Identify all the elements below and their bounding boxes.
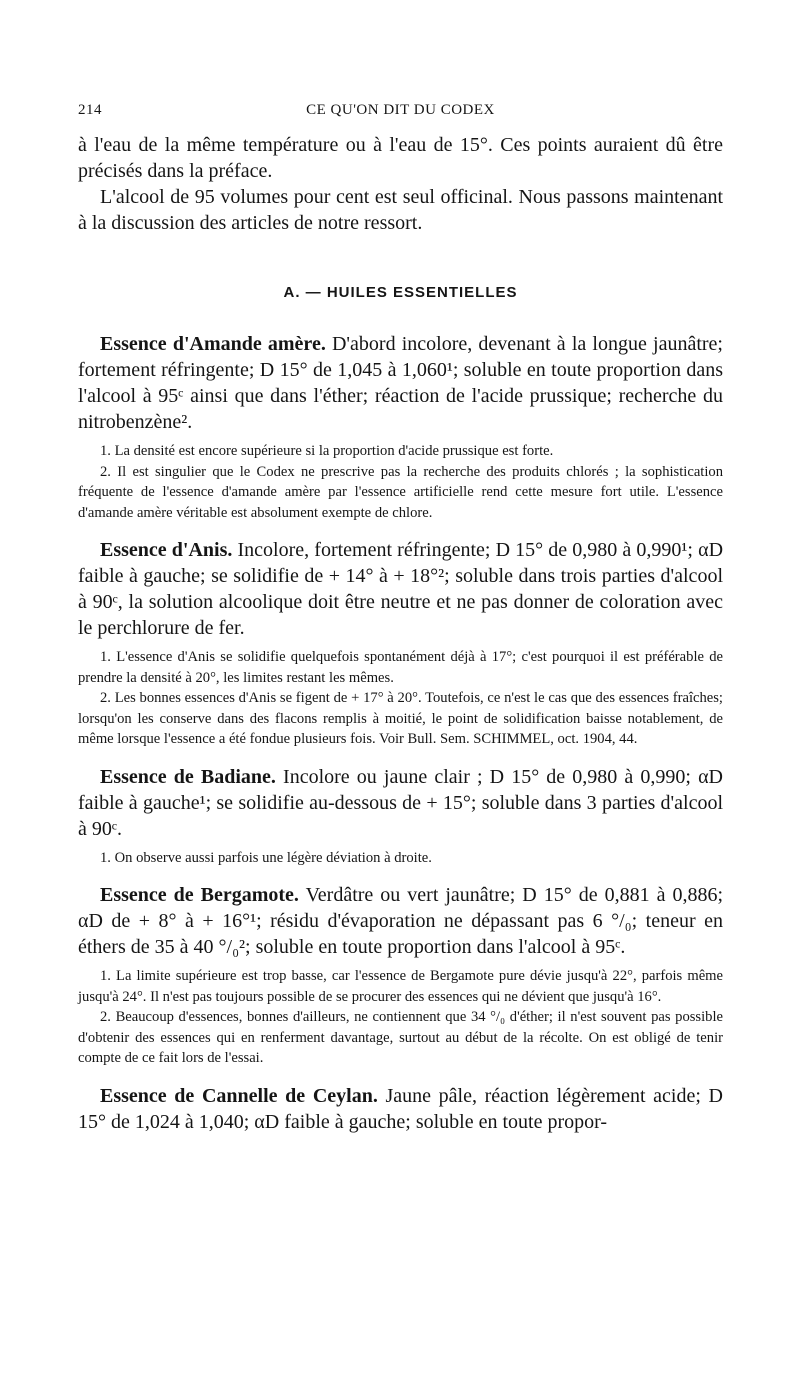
entry-cannelle-ceylan	[78, 1083, 723, 1135]
footnote: 1. On observe aussi parfois une légère déviation à droite.	[100, 849, 432, 866]
entry-text	[78, 331, 723, 435]
entry-description: Jaune pâle, réaction légèrement acide; D 15° de 1,024 à 1,040; αD faible à gauche; soluble en toute propor-	[78, 1084, 724, 1133]
footnotes	[78, 966, 723, 1069]
entry-name: Essence d'Amande amère.	[100, 333, 326, 355]
intro-paragraph-2: L'alcool de 95 volumes pour cent est seul officinal. Nous passons maintenant à la discussion des articles de notre ressort.	[78, 186, 723, 234]
intro-text	[78, 132, 723, 236]
running-title: CE QU'ON DIT DU CODEX	[306, 102, 495, 118]
page-body	[78, 132, 723, 1135]
entry-bergamote	[78, 882, 723, 1069]
footnote: 2. Beaucoup d'essences, bonnes d'ailleurs, ne contiennent que 34 °/₀ d'éther; il n'est souvent pas possible d'obtenir des essences qui en renferment davantage, surtout au début de la récolte. On est obligé de tenir compte de ce fait lors de l'essai.	[78, 1009, 723, 1066]
entry-name: Essence de Badiane.	[100, 765, 276, 788]
page-number: 214	[78, 102, 102, 118]
entry-text	[78, 764, 723, 842]
entry-text	[78, 882, 723, 960]
entry-name: Essence de Bergamote.	[100, 884, 299, 906]
entry-text	[78, 537, 723, 641]
footnote: 1. La limite supérieure est trop basse, car l'essence de Bergamote pure dévie jusqu'à 22°, parfois même jusqu'à 24°. Il n'est pas toujours possible de se procurer des essences qui ne dévient que jusqu'à 16°.	[78, 968, 723, 1005]
footnotes	[78, 848, 723, 869]
entry-name: Essence d'Anis.	[100, 539, 233, 561]
footnotes	[78, 647, 723, 750]
entry-text	[78, 1083, 723, 1135]
entry-description: Incolore ou jaune clair ; D 15° de 0,980 à 0,990; αD faible à gauche¹; se solidifie au-dessous de + 15°; soluble dans 3 parties d'alcool à 90ᶜ.	[78, 765, 724, 840]
footnote: 2. Les bonnes essences d'Anis se figent de + 17° à 20°. Toutefois, ce n'est le cas que des essences fraîches; lorsqu'on les conserve dans des flacons remplis à moitié, le point de solidification baisse notablement, de même lorsque l'essence a été fondue plusieurs fois. Voir Bull. Sem. SCHIMMEL, oct. 1904, 44.	[78, 690, 723, 747]
entry-amande-amere	[78, 331, 723, 523]
entry-name: Essence de Cannelle de Ceylan.	[100, 1084, 378, 1107]
intro-paragraph-1: à l'eau de la même température ou à l'eau de 15°. Ces points auraient dû être précisés dans la préface.	[78, 134, 723, 182]
entry-description: D'abord incolore, devenant à la longue jaunâtre; fortement réfringente; D 15° de 1,045 à 1,060¹; soluble en toute proportion dans l'alcool à 95ᶜ ainsi que dans l'éther; réaction de l'acide prussique; recherche du nitrobenzène².	[78, 333, 723, 433]
section-title: A. — HUILES ESSENTIELLES	[283, 284, 518, 301]
footnote: 1. L'essence d'Anis se solidifie quelquefois spontanément déjà à 17°; c'est pourquoi il est préférable de prendre la densité à 20°, les limites restant les mêmes.	[78, 649, 723, 686]
entry-anis	[78, 537, 723, 750]
entry-description: Verdâtre ou vert jaunâtre; D 15° de 0,881 à 0,886; αD de + 8° à + 16°¹; résidu d'évaporation ne dépassant pas 6 °/₀; teneur en éthers de 35 à 40 °/₀²; soluble en toute proportion dans l'alcool à 95ᶜ.	[78, 884, 723, 958]
footnotes	[78, 441, 723, 523]
entry-badiane	[78, 764, 723, 869]
footnote: 1. La densité est encore supérieure si la proportion d'acide prussique est forte.	[100, 443, 554, 459]
footnote: 2. Il est singulier que le Codex ne prescrive pas la recherche des produits chlorés ; la sophistication fréquente de l'essence d'amande amère par l'essence artificielle rend cette mesure fort utile. L'essence d'amande amère véritable est absolument exempte de chlore.	[78, 463, 723, 521]
entry-description: Incolore, fortement réfringente; D 15° de 0,980 à 0,990¹; αD faible à gauche; se solidifie de + 14° à + 18°²; soluble dans trois parties d'alcool à 90ᶜ, la solution alcoolique doit être neutre et ne pas donner de coloration avec le perchlorure de fer.	[78, 539, 724, 639]
